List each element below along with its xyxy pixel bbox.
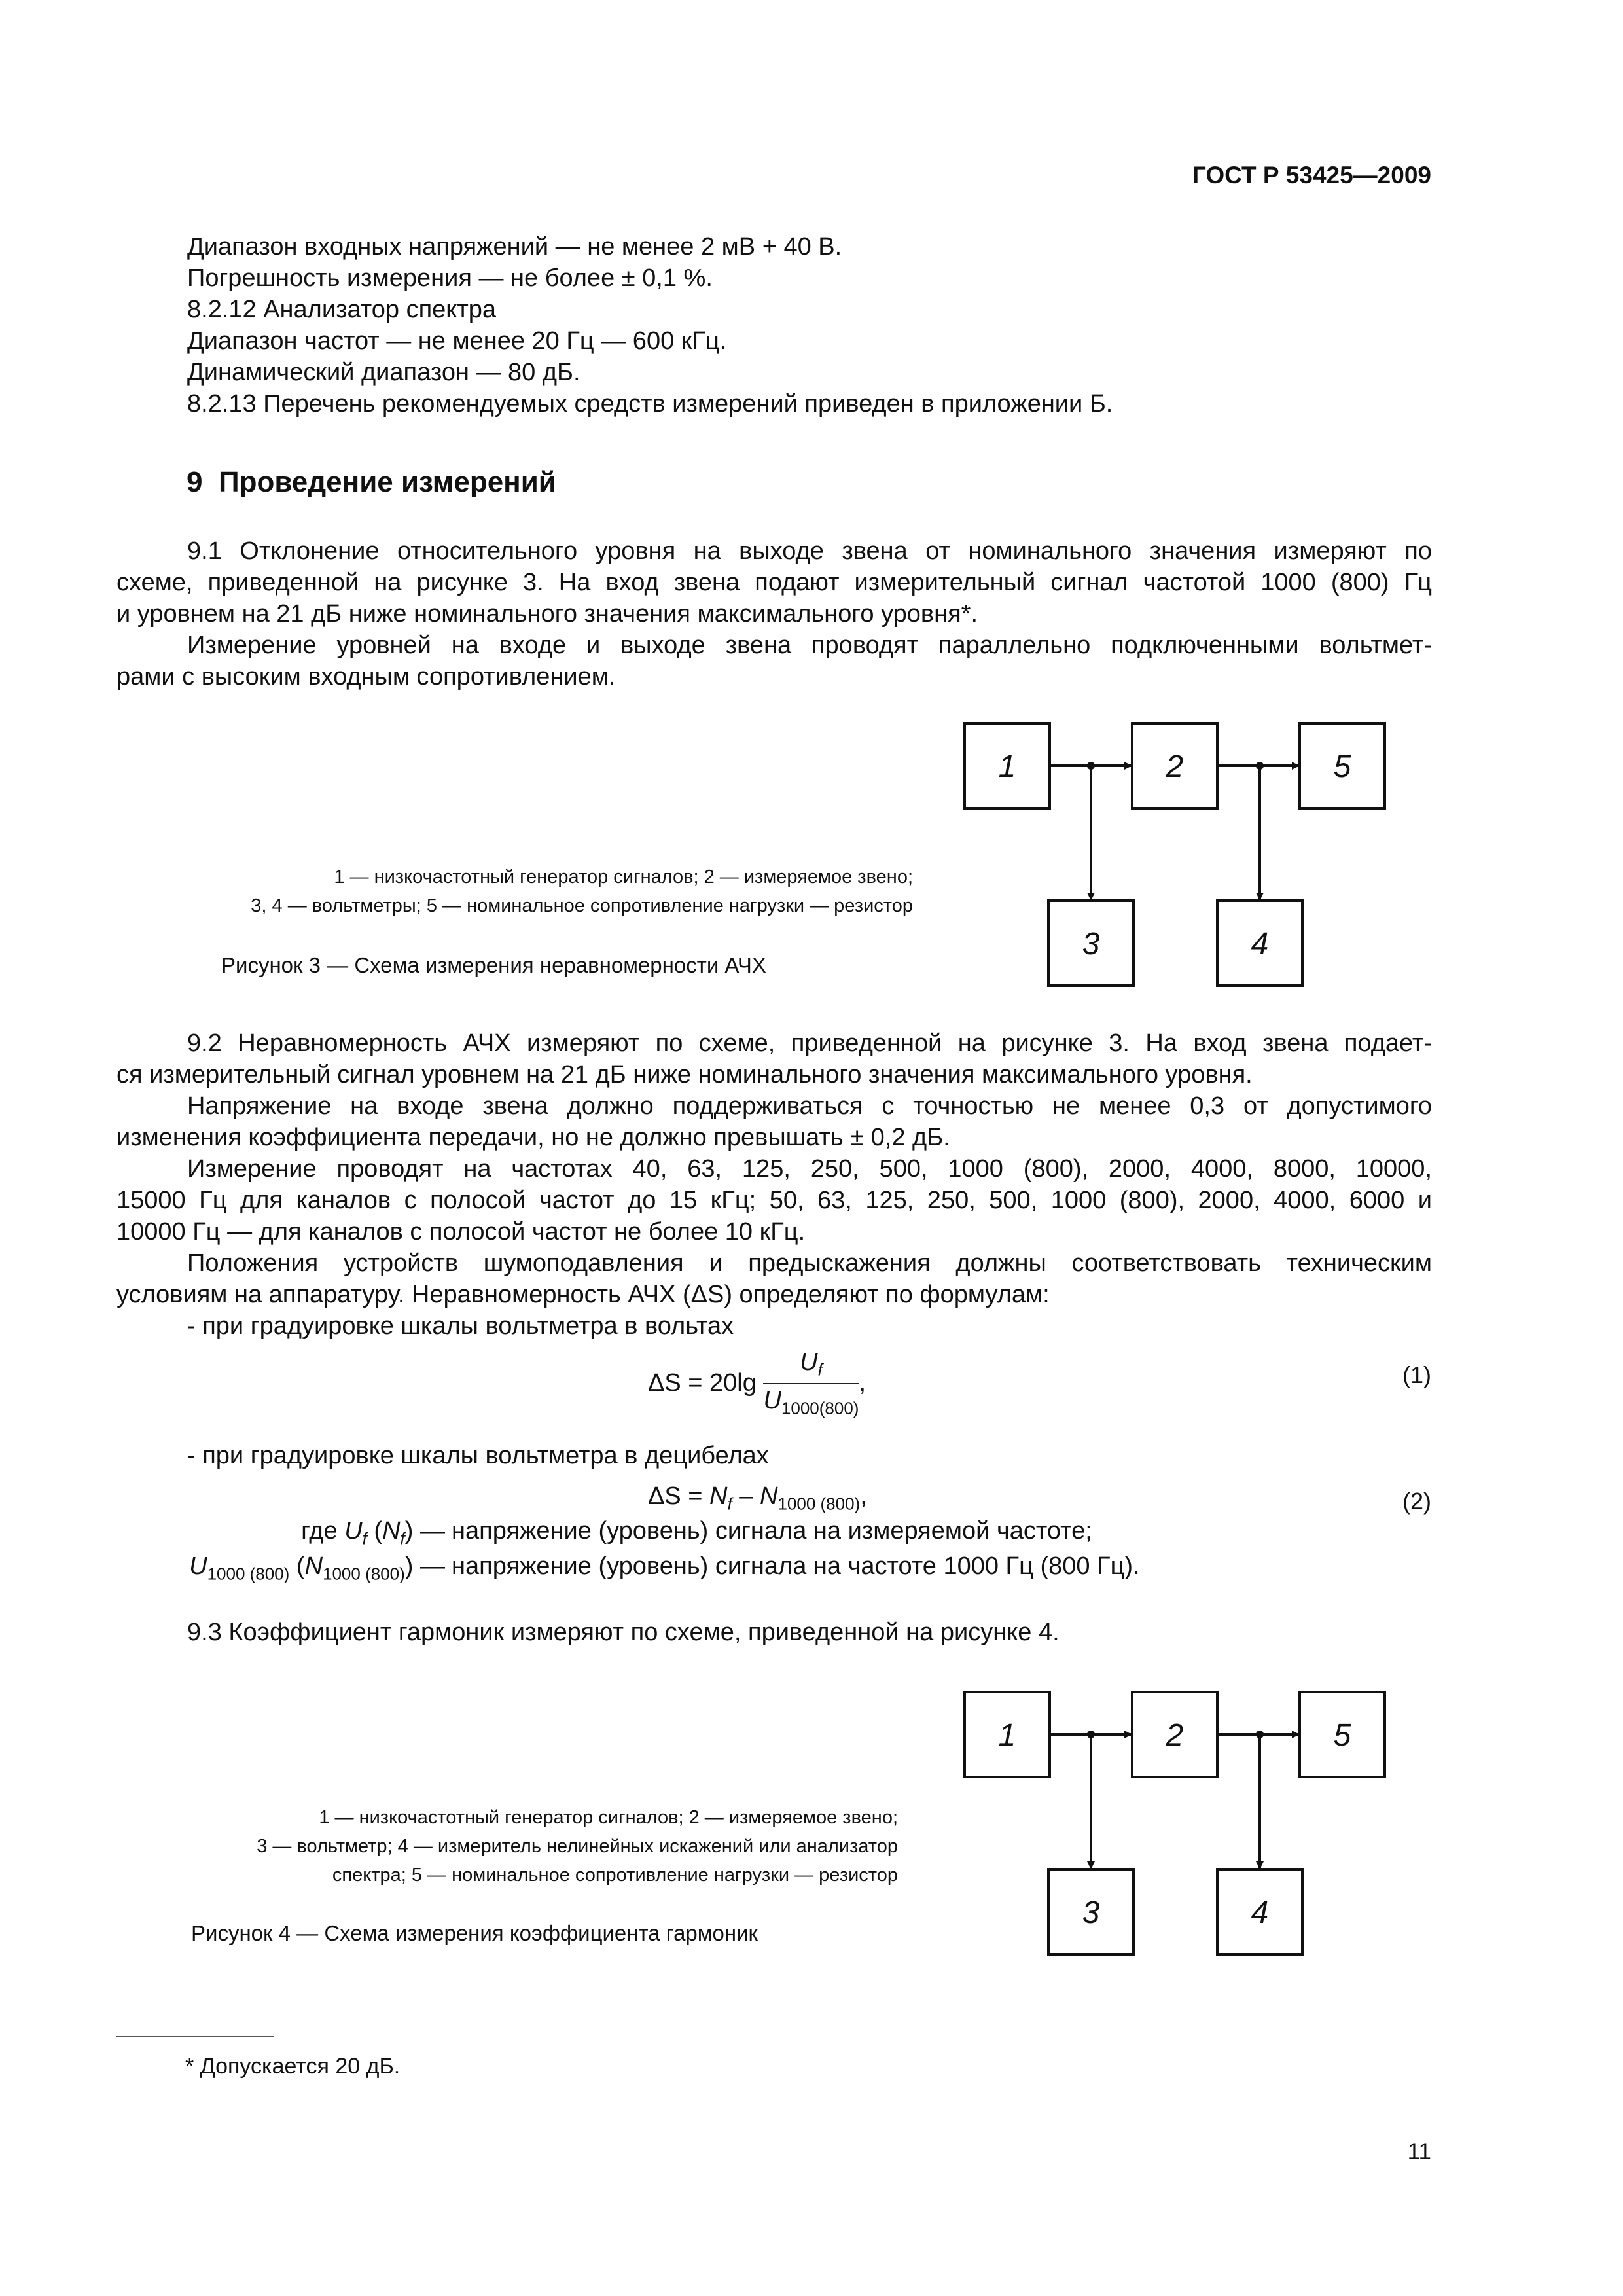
figure4-legend [257,1803,898,1890]
figure3-caption: Рисунок 3 — Схема измерения неравномерности АЧХ [221,953,766,977]
formula-tail: , [860,1482,867,1510]
text-line: Напряжение на входе звена должно поддерживаться с точностью не менее 0,3 от допустимого [187,1092,1432,1120]
formula-sub: 1000 (800) [207,1564,290,1584]
paren: ( [289,1552,305,1580]
formula-sub: 1000(800) [781,1398,859,1418]
text-line: - при градуировке шкалы вольтметра в вольтах [187,1312,734,1340]
top-lines [116,231,1432,420]
formula-var: N [759,1482,778,1510]
block-label: 4 [1251,927,1269,961]
formula-var: U [763,1386,781,1414]
block-label: 5 [1333,1718,1351,1753]
text-line: 8.2.13 Перечень рекомендуемых средств измерений приведен в приложении Б. [187,390,1113,418]
paragraph-9-3 [116,1617,1432,1648]
legend-line: 1 — низкочастотный генератор сигналов; 2 — измеряемое звено; [319,1807,898,1828]
text-line: 9.2 Неравномерность АЧХ измеряют по схеме, приведенной на рисунке 3. На вход звена подает- [187,1030,1432,1057]
text-line: ся измерительный сигнал уровнем на 21 дБ ниже номинального значения максимального уровня. [116,1061,1253,1088]
formula-sub: f [400,1528,405,1549]
formula-sub: f [727,1494,732,1514]
formula-sub: 1000 (800) [777,1494,861,1514]
formula-1-number: (1) [1402,1361,1431,1388]
definition-2-symbol [189,1552,445,1585]
formula-var: U [800,1348,818,1376]
text-line: 8.2.12 Анализатор спектра [187,296,497,323]
definition-2-text: напряжение (уровень) сигнала на частоте 1000 Гц (800 Гц). [452,1552,1140,1580]
formula-var: N [304,1552,323,1580]
text-line: Измерение проводят на частотах 40, 63, 125, 250, 500, 1000 (800), 2000, 4000, 8000, 10000, [187,1155,1432,1183]
paren: ) — [404,1517,445,1545]
definition-1-text: напряжение (уровень) сигнала на измеряемой частоте; [452,1517,1092,1545]
text-line: схеме, приведенной на рисунке 3. На вход звена подают измерительный сигнал частотой 1000 (800) Гц [116,569,1432,596]
junction-dot [1256,1731,1264,1738]
paragraph-9-1 [116,535,1432,692]
legend-line: 1 — низкочастотный генератор сигналов; 2 — измеряемое звено; [334,867,913,888]
formula-sub: f [817,1359,823,1380]
paren: ) — [404,1552,445,1580]
text-line: 15000 Гц для каналов с полосой частот до 15 кГц; 50, 63, 125, 250, 500, 1000 (800), 2000, 4000, 6000 и [116,1187,1432,1214]
figure3-diagram [955,720,1394,988]
bullet-decibels [116,1440,1432,1471]
legend-line: спектра; 5 — номинальное сопротивление нагрузки — резистор [332,1865,898,1886]
paren: ( [366,1517,383,1545]
formula-sub: f [362,1528,367,1549]
text-line: Диапазон входных напряжений — не менее 2 мВ + 40 В. [187,233,842,260]
text-line: изменения коэффициента передачи, но не должно превышать ± 0,2 дБ. [116,1124,950,1151]
junction-dot [1256,762,1264,770]
page-number: 11 [1407,2139,1431,2164]
legend-line: 3, 4 — вольтметры; 5 — номинальное сопротивление нагрузки — резистор [251,895,913,916]
standard-number: ГОСТ Р 53425—2009 [1192,162,1431,188]
text-line: Измерение уровней на входе и выходе звена проводят параллельно подключенными вольтмет- [187,632,1432,659]
junction-dot [1087,1731,1095,1738]
formula-lhs: ΔS = 20lg [648,1369,757,1397]
block-label: 3 [1082,1895,1100,1930]
section-number: 9 [187,466,203,498]
formula-2-number: (2) [1402,1488,1431,1515]
formula-tail: , [859,1369,866,1397]
text-line: Динамический диапазон — 80 дБ. [187,359,580,386]
block-label: 5 [1333,749,1351,784]
formula-var: N [709,1482,728,1510]
formula-fraction [763,1348,859,1418]
text-line: Положения устройств шумоподавления и предыскажения должны соответствовать техническим [187,1249,1432,1277]
footnote: * Допускается 20 дБ. [185,2054,401,2079]
definition-prefix: где [301,1517,345,1545]
formula-minus: – [732,1482,760,1510]
text-line: рами с высоким входным сопротивлением. [116,663,616,691]
block-label: 2 [1166,749,1184,784]
block-label: 3 [1082,927,1100,961]
block-label: 1 [998,749,1016,784]
formula-var: U [344,1517,363,1545]
section-title: Проведение измерений [218,466,556,498]
figure4-diagram [955,1689,1394,1957]
block-label: 4 [1251,1895,1269,1930]
formula-var: N [382,1517,401,1545]
text-line: Погрешность измерения — не более ± 0,1 %. [187,264,713,292]
figure4-caption: Рисунок 4 — Схема измерения коэффициента гармоник [191,1921,758,1945]
text-line: Диапазон частот — не менее 20 Гц — 600 кГц. [187,327,727,355]
paragraph-9-2 [116,1028,1432,1342]
formula-sub: 1000 (800) [323,1564,405,1584]
formula-var: U [189,1552,207,1580]
legend-line: 3 — вольтметр; 4 — измеритель нелинейных искажений или анализатор [257,1836,898,1857]
formula-lhs: ΔS = [648,1482,710,1510]
block-label: 2 [1166,1718,1184,1753]
text-line: 9.3 Коэффициент гармоник измеряют по схеме, приведенной на рисунке 4. [187,1619,1060,1646]
formula-1 [648,1348,866,1418]
text-line: 10000 Гц — для каналов с полосой частот не более 10 кГц. [116,1218,806,1246]
definition-1-symbol [301,1517,445,1549]
text-line: 9.1 Отклонение относительного уровня на выходе звена от номинального значения измеряют по [187,537,1432,565]
formula-2 [648,1482,867,1515]
footnote-separator [116,2036,274,2037]
text-line: и уровнем на 21 дБ ниже номинального значения максимального уровня*. [116,600,978,628]
junction-dot [1087,762,1095,770]
figure3-legend [251,863,913,920]
text-line: условиям на аппаратуру. Неравномерность АЧХ (ΔS) определяют по формулам: [116,1281,1050,1308]
block-label: 1 [998,1718,1016,1753]
text-line: - при градуировке шкалы вольтметра в децибелах [187,1442,769,1469]
section-heading [187,466,556,499]
